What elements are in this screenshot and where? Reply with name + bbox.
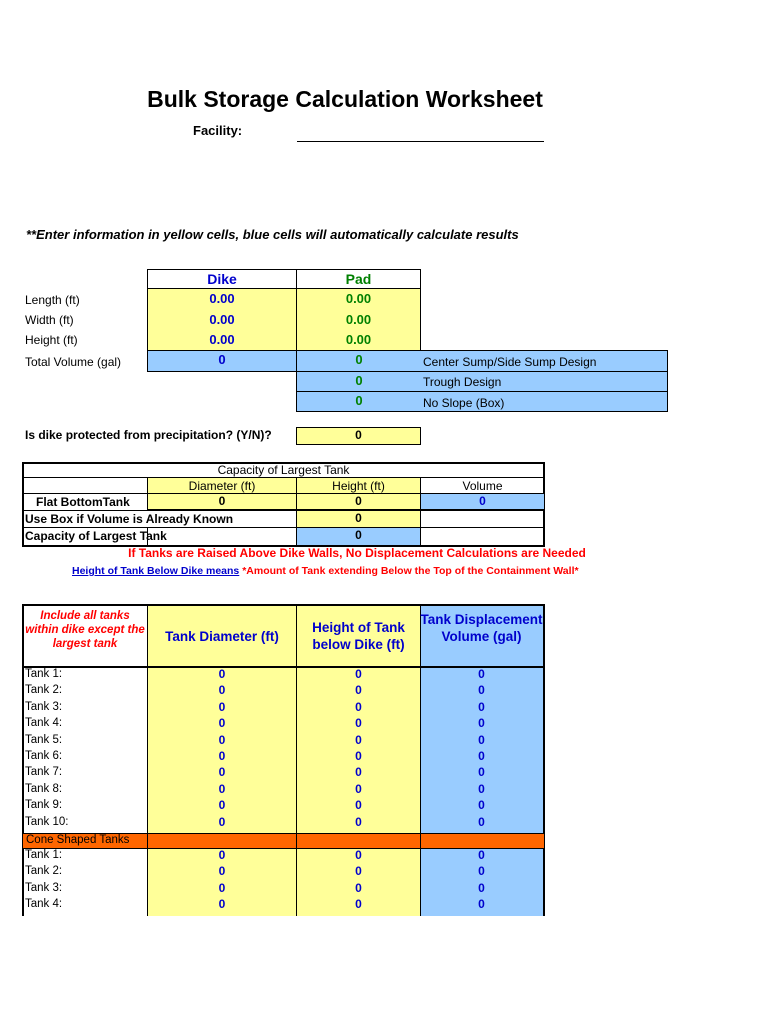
pad-design-row-3: [296, 391, 668, 412]
tank-row-label: Tank 4:: [25, 898, 63, 911]
cone-shaped-row: [22, 833, 545, 849]
largest-tank-title: Capacity of Largest Tank: [217, 463, 350, 477]
flat-diameter-field[interactable]: [147, 493, 297, 510]
tank-volume-value: 0: [478, 765, 485, 780]
volume-col-header: Volume: [462, 479, 503, 493]
tank-diameter-field[interactable]: 0: [218, 864, 226, 879]
trough-value: 0: [355, 373, 363, 388]
tank-row-label: Tank 1:: [25, 849, 63, 861]
pad-header-cell: [296, 269, 421, 289]
flat-volume-cell: [420, 493, 545, 510]
tank-height-field[interactable]: 0: [355, 864, 362, 879]
tank-diameter-field[interactable]: 0: [218, 814, 226, 829]
tank-height-field[interactable]: 0: [355, 732, 362, 747]
tank-diameter-field[interactable]: 0: [218, 699, 226, 714]
tank-volume-header: Tank Displacement Volume (gal): [420, 612, 543, 644]
tank-volume-value: 0: [478, 864, 485, 879]
tank-diameter-field[interactable]: 0: [218, 683, 226, 698]
tank-height-field[interactable]: 0: [355, 880, 362, 895]
tank-height-field[interactable]: 0: [355, 897, 362, 912]
total-volume-label: Total Volume (gal): [25, 355, 122, 369]
known-volume-value: 0: [355, 511, 362, 525]
instructions: **Enter information in yellow cells, blue cells will automatically calculate results: [26, 227, 519, 242]
tank-volume-value: 0: [478, 880, 485, 895]
tank-diameter-field[interactable]: 0: [218, 848, 226, 862]
amount-of-tank-note: *Amount of Tank extending Below the Top of the Containment Wall*: [242, 565, 579, 577]
tank-row-label: Tank 2:: [25, 684, 63, 697]
tank-height-field[interactable]: 0: [355, 699, 362, 714]
facility-label: Facility:: [193, 123, 243, 138]
length-label: Length (ft): [25, 293, 80, 307]
tank-row-label: Tank 1:: [25, 668, 63, 680]
tank-diameter-field[interactable]: 0: [218, 765, 226, 780]
tank-row-label: Tank 7:: [25, 766, 63, 779]
height-below-dike-link[interactable]: Height of Tank Below Dike means: [72, 565, 240, 577]
pad-width-field[interactable]: 0.00: [345, 312, 372, 327]
dike-total-value: 0: [218, 352, 226, 367]
precip-value: 0: [355, 428, 362, 442]
flat-height-field[interactable]: [296, 493, 421, 510]
tank-diameter-field[interactable]: 0: [218, 667, 226, 681]
facility-input-line[interactable]: [297, 141, 544, 142]
trough-label: Trough Design: [423, 375, 502, 389]
tank-row-label: Tank 9:: [25, 799, 63, 812]
pad-height-field[interactable]: 0.00: [345, 332, 372, 347]
tank-diameter-field[interactable]: 0: [218, 880, 226, 895]
cone-shaped-label: Cone Shaped Tanks: [26, 834, 130, 846]
capacity-value: 0: [355, 528, 362, 542]
flat-diameter-value: 0: [218, 494, 226, 508]
tank-volume-value: 0: [478, 781, 485, 796]
flat-bottom-label: Flat BottomTank: [36, 495, 130, 509]
tank-diameter-header: Tank Diameter (ft): [165, 629, 279, 644]
include-tanks-note: Include all tanks within dike except the largest tank: [25, 610, 145, 650]
no-slope-value: 0: [355, 393, 363, 408]
capacity-cell: [296, 527, 421, 546]
diameter-col-header: Diameter (ft): [188, 479, 256, 493]
dike-total-cell: [147, 350, 297, 372]
page-title: Bulk Storage Calculation Worksheet: [147, 86, 543, 112]
known-volume-field[interactable]: [296, 510, 421, 528]
tank-volume-value: 0: [478, 749, 485, 763]
tank-height-header: Height of Tank below Dike (ft): [312, 620, 405, 652]
tank-volume-value: 0: [478, 683, 485, 698]
width-label: Width (ft): [25, 313, 74, 327]
tank-diameter-field[interactable]: 0: [218, 897, 226, 912]
no-slope-label: No Slope (Box): [423, 396, 505, 410]
height-definition-note: [72, 565, 579, 577]
flat-volume-value: 0: [479, 494, 486, 508]
tank-diameter-field[interactable]: 0: [218, 732, 226, 747]
tank-volume-value: 0: [478, 699, 485, 714]
tank-height-field[interactable]: 0: [355, 781, 362, 796]
tank-volume-value: 0: [478, 732, 485, 747]
pad-design-row-1: [296, 350, 668, 372]
tank-height-field[interactable]: 0: [355, 814, 362, 829]
tank-row-label: Tank 2:: [25, 865, 63, 878]
tank-row-label: Tank 6:: [25, 750, 63, 762]
tank-diameter-field[interactable]: 0: [218, 716, 226, 731]
pad-header: Pad: [345, 271, 372, 287]
center-sump-label: Center Sump/Side Sump Design: [423, 355, 597, 369]
pad-length-field[interactable]: 0.00: [345, 291, 372, 306]
capacity-label: Capacity of Largest Tank: [25, 529, 167, 543]
tank-diameter-field[interactable]: 0: [218, 781, 226, 796]
tank-row-label: Tank 10:: [25, 815, 69, 828]
height-col-header: Height (ft): [332, 479, 385, 493]
pad-design-row-2: [296, 371, 668, 392]
tank-row-label: Tank 4:: [25, 717, 63, 730]
tank-volume-value: 0: [478, 798, 485, 813]
tank-volume-value: 0: [478, 716, 485, 731]
tank-height-field[interactable]: 0: [355, 798, 362, 813]
tank-height-field[interactable]: 0: [355, 765, 362, 780]
tank-row-label: Tank 8:: [25, 782, 63, 795]
tank-height-field[interactable]: 0: [355, 749, 362, 763]
dike-header: Dike: [207, 271, 237, 287]
tank-row-label: Tank 3:: [25, 881, 63, 894]
tank-height-field[interactable]: 0: [355, 848, 362, 862]
tank-volume-value: 0: [478, 814, 485, 829]
dike-height-field[interactable]: 0.00: [209, 332, 235, 347]
tank-diameter-field[interactable]: 0: [218, 798, 226, 813]
dike-header-cell: [147, 269, 297, 289]
center-sump-value: 0: [355, 352, 363, 367]
height-label: Height (ft): [25, 333, 78, 347]
tank-row-label: Tank 3:: [25, 700, 63, 713]
tank-volume-value: 0: [478, 848, 485, 862]
tank-diameter-field[interactable]: 0: [218, 749, 226, 763]
tank-volume-value: 0: [478, 897, 485, 912]
tank-height-field[interactable]: 0: [355, 716, 362, 731]
raised-tanks-note: If Tanks are Raised Above Dike Walls, No Displacement Calculations are Needed: [128, 546, 586, 560]
precip-input[interactable]: [296, 427, 421, 445]
tank-volume-value: 0: [478, 667, 485, 681]
dike-width-field[interactable]: 0.00: [209, 312, 235, 327]
flat-height-value: 0: [355, 494, 362, 508]
tank-row-label: Tank 5:: [25, 733, 63, 746]
precip-question: Is dike protected from precipitation? (Y/N)?: [25, 428, 272, 442]
use-box-label: Use Box if Volume is Already Known: [25, 512, 234, 526]
dike-length-field[interactable]: 0.00: [209, 291, 235, 306]
tank-height-field[interactable]: 0: [355, 667, 362, 681]
tank-height-field[interactable]: 0: [355, 683, 362, 698]
